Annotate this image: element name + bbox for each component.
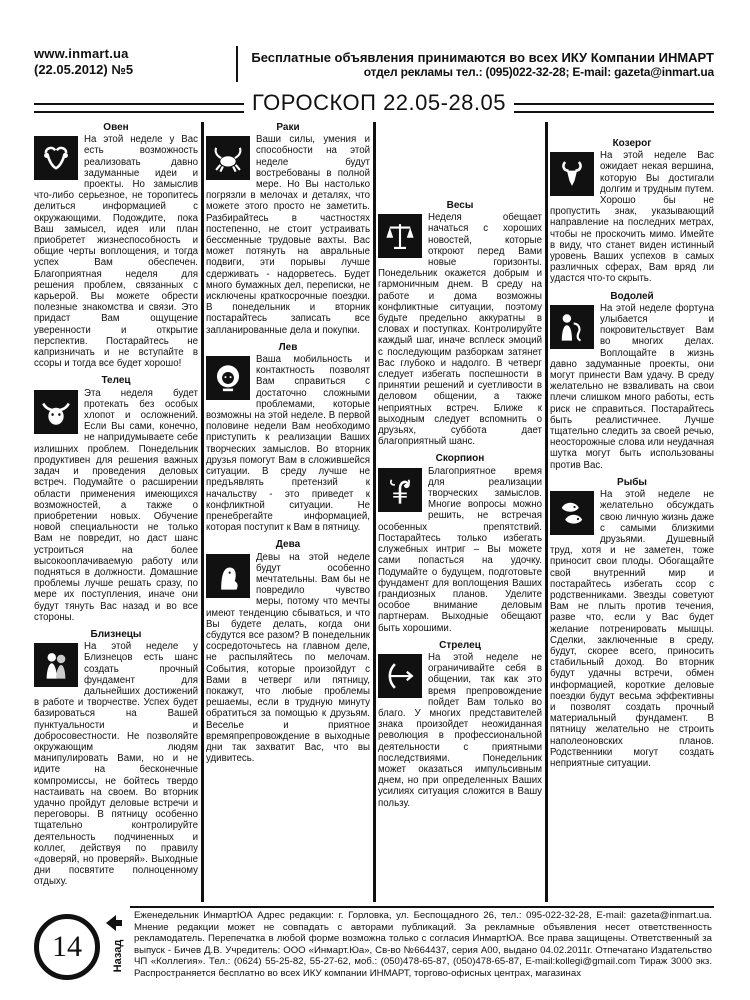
sign-skorpion xyxy=(378,453,542,633)
twins-icon xyxy=(34,643,78,687)
column-divider xyxy=(201,122,204,902)
column-2 xyxy=(206,122,370,902)
sign-lev xyxy=(206,342,370,533)
sign-title: Телец xyxy=(101,375,131,387)
sign-strelec xyxy=(378,640,542,809)
masthead xyxy=(34,46,210,78)
archer-icon xyxy=(378,654,422,698)
page-number-badge xyxy=(34,914,100,980)
sign-title: Лев xyxy=(278,341,298,353)
sign-title: Стрелец xyxy=(439,639,481,651)
sign-text: Эта неделя будет протекать без особых хлопот и осложнений. Если Вы сами, конечно, не напридумываете себе излишних проблем. Понедельник продуктивен для решения важных задач и проведения деловых встреч. Подумайте о расширении области применения имеющихся возможностей, а также о приобретении новых. Обучение новой специальности не только Вам не повредит, но даст шанс устроиться на более высокооплачиваемую работу или подняться в должности. Домашние проблемы лучше решать сразу, по мере их поступления, иначе они будут тянуть Вас назад и во все стороны. xyxy=(34,387,198,623)
sign-text: На этой неделе Вас ожидает некая вершина, которую Вы достигали долгим и трудным путем. Хорошо бы не пропустить знак, указывающий направление на последних метрах, чтобы не проскочить мимо. Имейте в виду, что станет виден истинный уровень Ваших успехов в самых различных сферах, Вам вряд ли удастся что-то скрыть. xyxy=(550,150,714,285)
sign-text: На этой неделе у Вас есть возможность реализовать давно задуманные идеи и проекты. Но замыслив что-либо серьезное, не торопитесь делиться информацией с окружающими. Подождите, пока Ваш замысел, идея или план приобретет жизнеспособность и общие черты воплощения, и тогда успех Вам обеспечен. Благоприятная неделя для решения проблем, связанных с карьерой. Вы можете обрести полезные знакомства и связи. Это придаст Вам ощущение уверенности и открытие перспектив. Постарайтесь не капризничать и не вступайте в ссоры и тогда все будет хорошо! xyxy=(34,134,198,370)
page-footer xyxy=(34,906,714,988)
column-4 xyxy=(550,122,714,902)
sign-text: Ваши силы, умения и способности на этой неделе будут востребованы в полной мере. Но Вы настолько погрязли в мелочах и деталях, что можете этого просто не заметить. Разбирайтесь в частностях постепенно, не стоит устраивать бессменные трудовые вахты. Вас может потянуть на авральные подвиги, эти порывы лучше сдерживать - надорветесь. Будет много бумажных дел, переписки, не исключены краткосрочные поездки. В понедельник и вторник постарайтесь записать все запланированные дела и покупки. xyxy=(206,134,370,336)
scales-icon xyxy=(378,214,422,258)
horoscope-grid xyxy=(34,122,714,902)
ram-icon xyxy=(34,136,78,180)
site-url[interactable]: www.inmart.ua xyxy=(34,46,129,61)
sign-title: Весы xyxy=(446,200,474,211)
column-divider xyxy=(373,122,376,902)
sign-text: На этой неделе не ограничивайте себя в общении, так как это время препровождение пойдет Вам только во благо. У многих представителей знака произойдет неожиданная революция в профессиональной деятельности с приятными последствиями. Понедельник может оказаться импульсивным днем, но при определенных Ваших усилиях ситуация сложится в Вашу пользу. xyxy=(378,651,542,809)
sign-vodolei xyxy=(550,291,714,471)
sign-title: Дева xyxy=(275,539,301,551)
title-bar xyxy=(34,92,714,118)
sign-kozerog xyxy=(550,138,714,285)
page-header xyxy=(34,46,714,82)
contact-line: отдел рекламы тел.: (095)022-32-28; E-mail: gazeta@inmart.ua xyxy=(363,65,714,79)
sign-text: На этой неделе не желательно обсуждать свою личную жизнь даже с самыми близкими друзьями. Душевный труд, хотя и не заметен, тоже приносит свои плоды. Обогащайте свой внутренний мир и постарайтесь избегать ссор с родственниками. Звезды советуют Вам не плыть против течения, разве что, если у Вас будет желание потренировать мышцы. Сделки, заключенные в среду, будут, скорее всего, приносить стабильный доход. Во вторник будут удачны встречи, обмен информацией, короткие деловые поездки будут весьма эффективны и позволят создать прочный материальный фундамент. В пятницу желательно не строить наполеоновских планов. Родственники могут создать неприятные ситуации. xyxy=(550,489,714,769)
sign-ryby xyxy=(550,477,714,769)
title-rule-left xyxy=(34,103,244,113)
column-divider xyxy=(545,122,548,902)
scorpion-icon xyxy=(378,468,422,512)
footer-rule xyxy=(130,906,714,908)
ads-info xyxy=(246,50,714,80)
fish-icon xyxy=(550,491,594,535)
column-3 xyxy=(378,122,542,902)
bull-icon xyxy=(34,390,78,434)
sign-text: На этой неделе фортуна улыбается и покровительствует Вам во многих делах. Воплощайте в жизнь давно задуманные проекты, они могут принести Вам удачу. В среду желательно не взваливать на свои плечи слишком много работы, есть риск не справиться. Постарайтесь быть реалистичнее. Лучше тщательно следить за своей речью, неосторожные слова или неудачная шутка могут быть использованы против Вас. xyxy=(550,302,714,471)
ads-line: Бесплатные объявления принимаются во всех ИКУ Компании ИНМАРТ xyxy=(251,50,714,65)
sign-telec xyxy=(34,375,198,622)
sign-title: Раки xyxy=(276,122,300,133)
maiden-icon xyxy=(206,554,250,598)
header-divider xyxy=(236,46,238,82)
sign-text: Девы на этой неделе будут особенно мечтательны. Вам бы не повредило чувство меры, потому что мечты имеют тенденцию сбываться, и что Вы будете делать, когда они сбудутся все разом? В понедельник сосредоточьтесь на главном деле, не распыляйтесь по мелочам. События, которые произойдут с Вами в четверг или пятницу, покажут, что любые проблемы решаемы, если в трудную минуту обратиться за помощью к друзьям. Веселье и приятное времяпрепровождение в выходные дни так захватит Вас, что вы удивитесь. xyxy=(206,551,370,765)
sign-text: На этой неделе у Близнецов есть шанс создать прочный фундамент для дальнейших достижений в работе и творчестве. Успех будет базироваться на Вашей пунктуальности и добросовестности. Не позволяйте окружающим людям манипулировать Вами, но и не идите на бесконечные компромиссы, не бойтесь твердо настаивать на своем. Во вторник удачно пройдут деловые встречи и переговоры. В пятницу особенно тщательно контролируйте деятельность подчиненных и коллег, действуя по правилу «доверяй, но проверяй». Выходные дни посвятите полноценному отдыху. xyxy=(34,641,198,888)
sign-bliznecy xyxy=(34,629,198,888)
sign-text: Благоприятное время для реализации творческих замыслов. Многие вопросы можно решить, не встречая особенных препятствий. Постарайтесь только избегать служебных интриг – Вы можете сами попасться на удочку. Подумайте о будущем, подготовьте фундамент для воплощения Ваших грандиозных планов. Уделите особое внимание деловым партнерам. Выходные обещают быть хорошими. xyxy=(378,465,542,634)
sign-oven xyxy=(34,122,198,369)
issue-date: (22.05.2012) №5 xyxy=(34,62,134,77)
sign-title: Водолей xyxy=(610,290,654,302)
lion-icon xyxy=(206,356,250,400)
sign-vesy xyxy=(378,200,542,447)
crab-icon xyxy=(206,136,250,180)
water-bearer-icon xyxy=(550,305,594,349)
page-title: ГОРОСКОП 22.05-28.05 xyxy=(251,90,507,115)
sign-title: Скорпион xyxy=(435,453,485,465)
imprint-text: Еженедельник ИнмартЮА Адрес редакции: г. Горловка, ул. Беспощадного 26, тел.: 095-022-32-28, E-mail: gazeta@inmart.ua. Мнение редакции может не совпадать с авторами публикаций. За рекламные объявления несет ответственность рекламодатель. Перепечатка в любой форме возможна только с согласия ИнмартЮА. Все права защищены. Ответственный за выпуск - Бичев Д.В. Учредитель: ООО «Инмарт.Юа», Св-во №664437, серия А00, выдано 04.02.2011г. Отпечатано Издательство ЧП «Коллегия». Тел.: (0624) 55-25-82, 55-27-62, моб.: (050)478-65-87, (050)478-65-87, E-mail:kollegi@gmail.com Тираж 3000 экз. Распространяется бесплатно во всех ИКУ компании ИНМАРТ, торгово-офисных центрах, магазинах xyxy=(134,910,712,979)
sign-text: Неделя обещает начаться с хороших новостей, которые откроют перед Вами новые горизонты. Понедельник окажется добрым и гармоничным днем. В среду на работе и дома возможны конфликтные ситуации, поэтому будьте предельно аккуратны в словах и поступках. Контролируйте каждый шаг, иначе всплеск эмоций с последующим разборкам затянет Вас глубоко и надолго. В четверг следует избегать поспешности в принятии решений и суетливости в деловом общении, а также неприятных встреч. Ближе к выходным следует вспомнить о друзьях, суббота дает благоприятный шанс. xyxy=(378,212,542,448)
sign-title: Овен xyxy=(103,122,129,133)
column-1 xyxy=(34,122,198,902)
sign-title: Козерог xyxy=(612,138,652,149)
sign-raki xyxy=(206,122,370,336)
back-link[interactable]: Назад xyxy=(112,939,124,973)
sign-deva xyxy=(206,539,370,764)
page-number: 14 xyxy=(52,930,82,963)
back-arrow-icon[interactable] xyxy=(104,912,124,934)
goat-icon xyxy=(550,152,594,196)
sign-title: Рыбы xyxy=(617,476,647,488)
title-rule-right xyxy=(514,103,714,113)
sign-text: Ваша мобильность и контактность позволят Вам справиться с достаточно сложными проблемами, которые возможны на этой неделе. В первой половине недели Вам необходимо приступить к реализации Ваших творческих замыслов. Во вторник друзья помогут Вам в сложившейся ситуации. В среду лучше не предъявлять претензий к начальству - это приведет к конфликтной ситуации. Не пренебрегайте информацией, которая поступит к Вам в пятницу. xyxy=(206,354,370,534)
sign-title: Близнецы xyxy=(90,628,142,640)
